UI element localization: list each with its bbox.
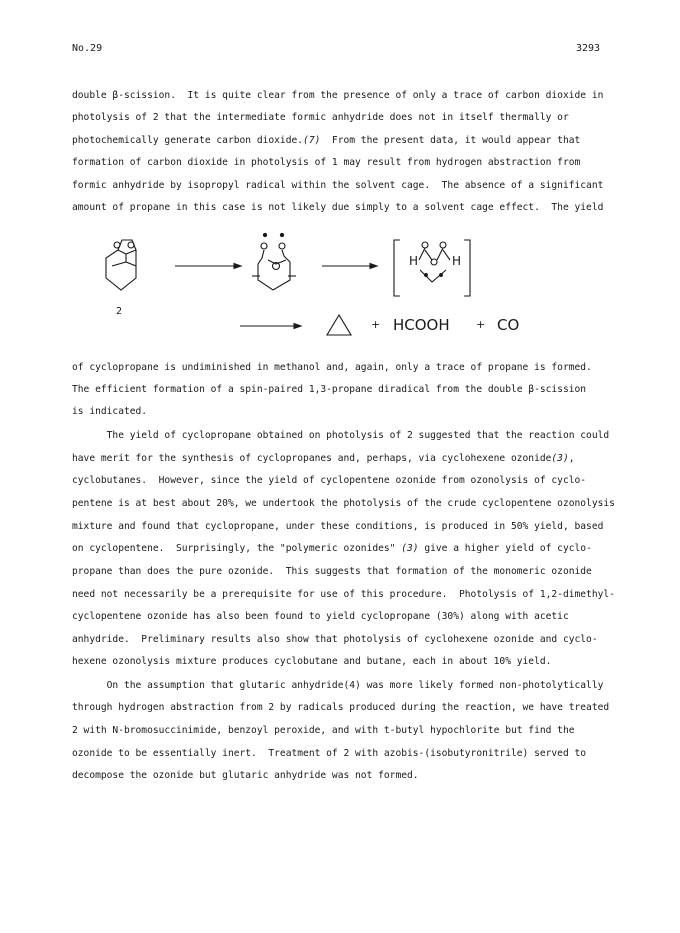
citation: (3): [401, 543, 419, 554]
reaction-scheme: [0, 228, 680, 348]
hydrogen-label: H: [452, 254, 462, 268]
text-line: of cyclopropane is undiminished in methanol and, again, only a trace of propane is formed.: [72, 362, 592, 373]
page-number: 3293: [576, 43, 601, 54]
text-line: hexene ozonolysis mixture produces cyclobutane and butane, each in about 10% yield.: [72, 656, 552, 667]
reaction-arrow-head: [234, 264, 241, 269]
text-line: photolysis of 2 that the intermediate formic anhydride does not in itself thermally or: [72, 112, 569, 123]
text-line: mixture and found that cyclopropane, under these conditions, is produced in 50% yield, based: [72, 521, 604, 532]
radical-dot: [280, 233, 283, 236]
reaction-arrow-head: [294, 324, 301, 329]
text-line: cyclobutanes. However, since the yield of cyclopentene ozonide from ozonolysis of cyclo-: [72, 475, 587, 486]
ozonide-structure: [106, 240, 136, 290]
reaction-scheme-graphic: [0, 228, 680, 348]
citation: (3): [551, 453, 569, 464]
cyclopropane-structure: [327, 315, 351, 335]
text-line: 2 with N-bromosuccinimide, benzoyl peroxide, and with t-butyl hypochlorite but find the: [72, 725, 575, 736]
text-line: have merit for the synthesis of cyclopropanes and, perhaps, via cyclohexene ozonide(3),: [72, 453, 575, 464]
diradical-intermediate: [252, 243, 296, 290]
text-line: formic anhydride by isopropyl radical within the solvent cage. The absence of a significant: [72, 180, 604, 191]
text-line: propane than does the pure ozonide. This suggests that formation of the monomeric ozonide: [72, 566, 592, 577]
text-line: need not necessarily be a prerequisite for use of this procedure. Photolysis of 1,2-dimethyl-: [72, 589, 615, 600]
text-line: on cyclopentene. Surprisingly, the "polymeric ozonides" (3) give a higher yield of cyclo-: [72, 543, 592, 554]
compound-number: 2: [116, 306, 123, 317]
text-line: anhydride. Preliminary results also show that photolysis of cyclohexene ozonide and cyclo-: [72, 634, 598, 645]
text-line: ozonide to be essentially inert. Treatment of 2 with azobis-(isobutyronitrile) served to: [72, 748, 587, 759]
text-line: cyclopentene ozonide has also been found to yield cyclopropane (30%) along with acetic: [72, 611, 569, 622]
text-line: amount of propane in this case is not likely due simply to a solvent cage effect. The yield: [72, 202, 604, 213]
text-line: The efficient formation of a spin-paired 1,3-propane diradical from the double β-scission: [72, 384, 587, 395]
text-line: formation of carbon dioxide in photolysis of 1 may result from hydrogen abstraction from: [72, 157, 581, 168]
text-line: through hydrogen abstraction from 2 by radicals produced during the reaction, we have treated: [72, 702, 610, 713]
bracketed-diradical: [394, 240, 470, 296]
text-line: photochemically generate carbon dioxide.(7) From the present data, it would appear that: [72, 135, 581, 146]
hydrogen-label: H: [409, 254, 419, 268]
text-line: pentene is at best about 20%, we undertook the photolysis of the crude cyclopentene ozonolysis: [72, 498, 615, 509]
text-line: double β-scission. It is quite clear from the presence of only a trace of carbon dioxide in: [72, 90, 604, 101]
journal-number: No.29: [72, 43, 103, 54]
text-line: decompose the ozonide but glutaric anhydride was not formed.: [72, 770, 419, 781]
reaction-arrow-head: [370, 264, 377, 269]
text-line: On the assumption that glutaric anhydride(4) was more likely formed non-photolytically: [72, 680, 604, 691]
radical-dot: [263, 233, 266, 236]
carbon-monoxide-label: CO: [497, 316, 520, 334]
text-line: is indicated.: [72, 406, 148, 417]
formic-acid-label: HCOOH: [393, 316, 450, 334]
citation: (7): [303, 135, 321, 146]
plus-sign: +: [476, 318, 486, 331]
plus-sign: +: [371, 318, 381, 331]
text-line: The yield of cyclopropane obtained on photolysis of 2 suggested that the reaction could: [72, 430, 610, 441]
